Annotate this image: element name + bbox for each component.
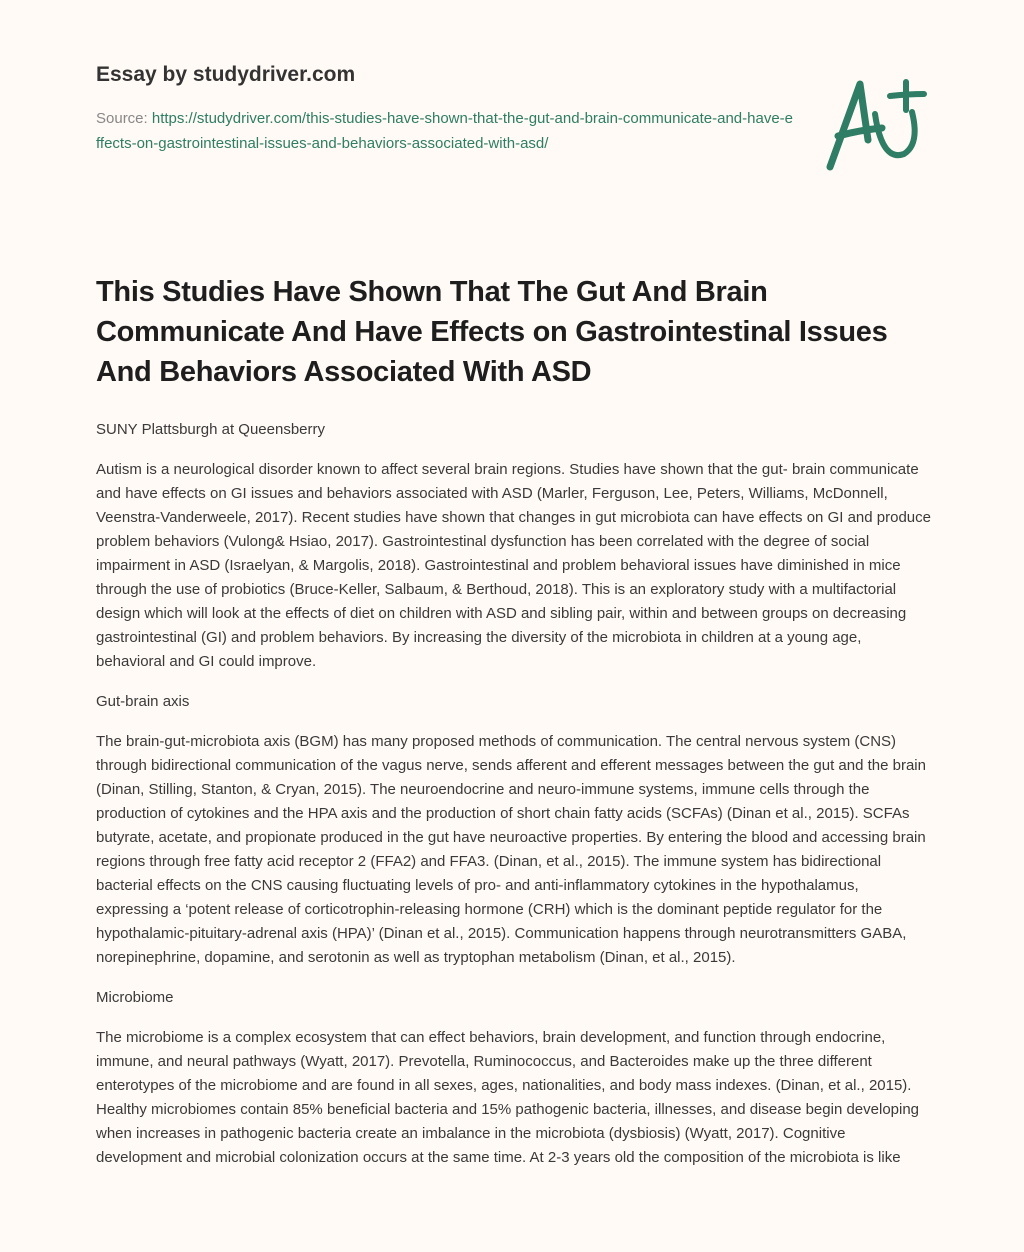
page-header xyxy=(96,60,796,156)
section-heading-gut-brain-axis: Gut-brain axis xyxy=(96,693,190,710)
source-label: Source: xyxy=(96,110,152,127)
intro-paragraph: Autism is a neurological disorder known to affect several brain regions. Studies have shown that the gut- brain communicate and have effects on GI issues and behaviors associated with ASD (Marler, Ferguson, Lee, Peters, Williams, McDonnell, Veenstra-Vanderweele, 2017). Recent studies have shown that changes in gut microbiota can have effects on GI and produce problem behaviors (Vulong& Hsiao, 2017). Gastrointestinal dysfunction has been correlated with the degree of social impairment in ASD (Israelyan, & Margolis, 2018). Gastrointestinal and problem behavioral issues have diminished in mice through the use of probiotics (Bruce-Keller, Salbaum, & Berthoud, 2018). This is an exploratory study with a multifactorial design which will look at the effects of diet on children with ASD and sibling pair, within and between groups on decreasing gastrointestinal (GI) and problem behaviors. By increasing the diversity of the microbiota in children at a young age, behavioral and GI could improve. xyxy=(96,461,931,670)
microbiome-paragraph: The microbiome is a complex ecosystem that can effect behaviors, brain development, and function through endocrine, immune, and neural pathways (Wyatt, 2017). Prevotella, Ruminococcus, and Bacteroides make up the three different enterotypes of the microbiome and are found in all sexes, ages, nationalities, and body mass indexes. (Dinan, et al., 2015). Healthy microbiomes contain 85% beneficial bacteria and 15% pathogenic bacteria, illnesses, and disease begin developing when increases in pathogenic bacteria create an imbalance in the microbiota (dysbiosis) (Wyatt, 2017). Cognitive development and microbial colonization occurs at the same time. At 2-3 years old the composition of the microbiota is like xyxy=(96,1029,920,1166)
gut-brain-axis-paragraph: The brain-gut-microbiota axis (BGM) has many proposed methods of communication. The central nervous system (CNS) through bidirectional communication of the vagus nerve, sends afferent and efferent messages between the gut and the brain (Dinan, Stilling, Stanton, & Cryan, 2015). The neuroendocrine and neuro-immune systems, immune cells through the production of cytokines and the HPA axis and the production of short chain fatty acids (SCFAs) (Dinan et al., 2015). SCFAs butyrate, acetate, and propionate produced in the gut have neuroactive properties. By entering the blood and accessing brain regions through free fatty acid receptor 2 (FFA2) and FFA3. (Dinan, et al., 2015). The immune system has bidirectional bacterial effects on the CNS causing fluctuating levels of pro- and anti-inflammatory cytokines in the hypothalamus, expressing a ‘potent release of corticotrophin-releasing hormone (CRH) which is the dominant peptide regulator for the hypothalamic-pituitary-adrenal axis (HPA)’ (Dinan et al., 2015). Communication happens through neurotransmitters GABA, norepinephrine, dopamine, and serotonin as well as tryptophan metabolism (Dinan, et al., 2015). xyxy=(96,733,926,966)
site-title: Essay by studydriver.com xyxy=(96,63,356,86)
source-line xyxy=(96,106,796,156)
section-heading-microbiome: Microbiome xyxy=(96,989,174,1006)
a-plus-grade-icon xyxy=(820,72,930,172)
essay-article xyxy=(96,272,934,1186)
source-link[interactable]: https://studydriver.com/this-studies-have-shown-that-the-gut-and-brain-communicate-and-have-effects-on-gastrointestinal-issues-and-behaviors-associated-with-asd/ xyxy=(96,110,794,152)
article-title: This Studies Have Shown That The Gut And Brain Communicate And Have Effects on Gastrointestinal Issues And Behaviors Associated With ASD xyxy=(96,276,888,388)
author-affiliation: SUNY Plattsburgh at Queensberry xyxy=(96,421,326,438)
